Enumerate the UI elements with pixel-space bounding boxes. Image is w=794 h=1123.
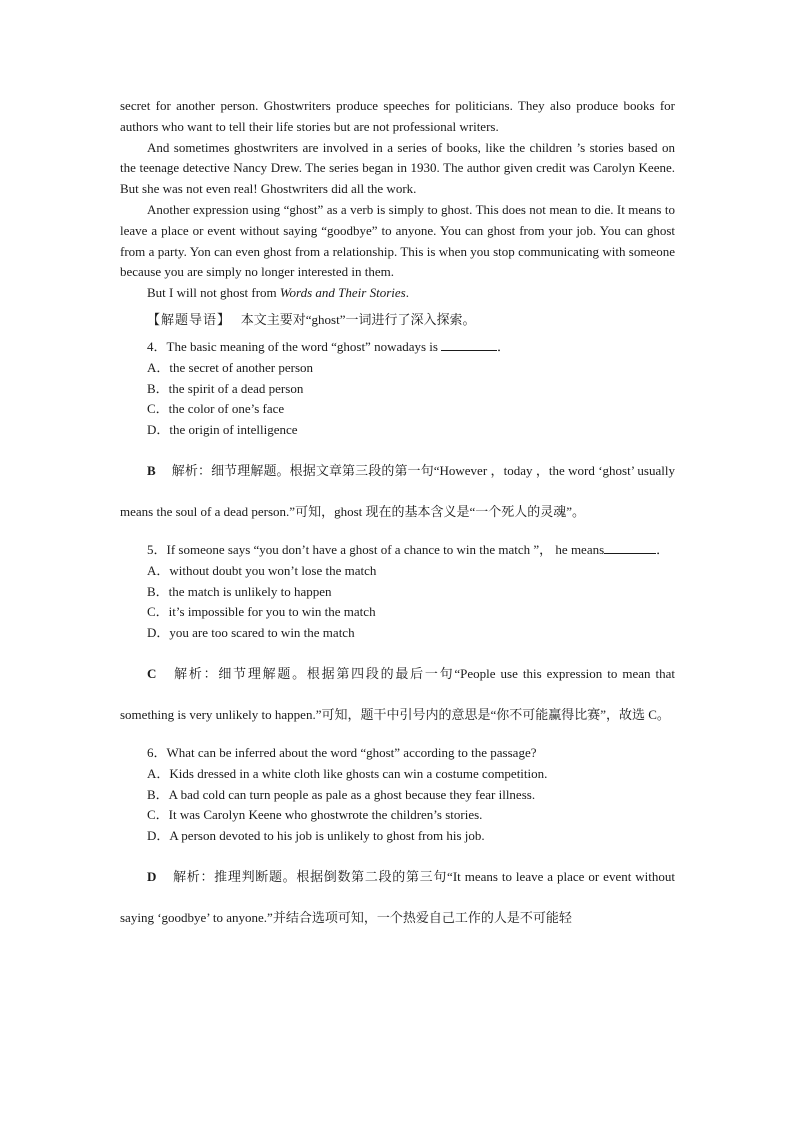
question-5-option-b: B．the match is unlikely to happen [147,583,332,599]
guide-text: 本文主要对“ghost”一词进行了深入探索。 [240,311,476,327]
program-title: Words and Their Stories [279,285,406,301]
question-6-stem: 6．What can be inferred about the word “ghost” according to the passage? [147,744,537,760]
answer-explanation: 解析：推理判断题。根据倒数第二段的第三句“It means to leave a place or event without saying ‘goodbye’ to anyone.”并结合选项可知，一个热爱自己工作的人是不可能轻 [120,868,675,926]
solving-guide [120,310,675,330]
closing-period: . [405,285,409,301]
answer-letter: B [147,462,156,478]
question-6-answer [120,856,675,939]
passage-paragraph-continued: secret for another person. Ghostwriters produce speeches for politicians. They also produce books for authors who want to tell their life stories but are not professional writers. [120,98,675,134]
answer-blank [441,338,497,351]
question-4-answer [120,450,675,533]
question-5-option-a: A．without doubt you won’t lose the match [147,562,377,578]
question-6-option-b: B．A bad cold can turn people as pale as a ghost because they fear illness. [147,786,536,802]
question-6-option-a: A．Kids dressed in a white cloth like ghosts can win a costume competition. [147,765,548,781]
question-4-option-b: B．the spirit of a dead person [147,380,304,396]
question-5-option-d: D．you are too scared to win the match [147,625,355,641]
question-4-option-c: C．the color of one’s face [147,401,285,417]
question-4-stem: 4．The basic meaning of the word “ghost” nowadays is ． [147,338,510,354]
passage-closing-line [120,283,675,304]
answer-explanation: 解析：细节理解题。根据文章第三段的第一句“However ，today ，the word ‘ghost’ usually means the soul of a dead person.”可知，ghost 现在的基本含义是“一个死人的灵魂”。 [120,462,675,520]
question-5-answer [120,653,675,736]
guide-label: 【解题导语】 [147,311,232,327]
question-5-stem: 5．If someone says “you don’t have a ghost of a chance to win the match ”， he means ． [147,541,670,557]
passage-paragraph-ghostwriters-series: And sometimes ghostwriters are involved in a series of books, like the children ’s stories based on the teenage detective Nancy Drew. The series began in 1930. The author given credit was Carolyn Keene. But she was not even real! Ghostwriters did all the work. [120,139,675,197]
question-6-option-c: C．It was Carolyn Keene who ghostwrote the children’s stories. [147,807,483,823]
question-4-option-d: D．the origin of intelligence [147,422,298,438]
document-page [120,96,675,939]
question-6-option-d: D．A person devoted to his job is unlikely to ghost from his job. [147,828,485,844]
closing-text: But I will not ghost from [147,285,280,301]
answer-explanation: 解析：细节理解题。根据第四段的最后一句“People use this expression to mean that something is very unlikely to happen.”可知，题干中引号内的意思是“你不可能赢得比赛”，故选 C。 [120,665,675,723]
answer-letter: C [147,665,157,681]
passage-paragraph-ghost-verb: Another expression using “ghost” as a verb is simply to ghost. This does not mean to die. It means to leave a place or event without saying “goodbye” to anyone. You can ghost from your job. You can ghost from a party. Yon can even ghost from a relationship. This is when you stop communicating with someone because you are simply no longer interested in them. [120,201,675,280]
question-4-option-a: A．the secret of another person [147,359,314,375]
question-5-option-c: C．it’s impossible for you to win the match [147,604,376,620]
answer-letter: D [147,868,157,884]
answer-blank [604,541,656,554]
